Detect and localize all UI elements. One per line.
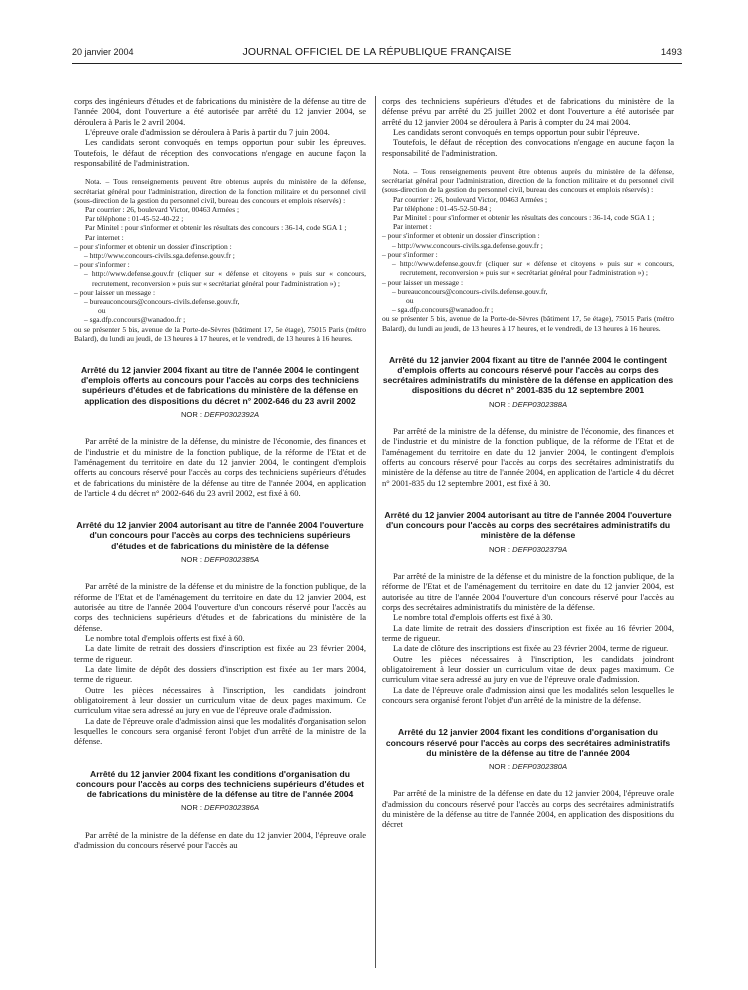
nota-line: ou: [98, 306, 106, 316]
nota-line: Par courrier : 26, boulevard Victor, 00463 Armées ;: [393, 194, 548, 204]
nota-line: – pour s'informer :: [382, 249, 438, 259]
paragraph: La date de clôture des inscriptions est fixée au 23 février 2004, terme de rigueur.: [393, 643, 669, 654]
paragraph: Par arrêté de la ministre de la défense et du ministre de la fonction publique, de la réforme de l'Etat et de l'aménagement du territoire en date du 12 janvier 2004, est autorisée au titre de l'année 2004 l'ouverture d'un concours réservé pour l'accès au corps des techniciens supérieurs d'études et de fabrications du ministère de la défense.: [74, 581, 366, 633]
paragraph: Par arrêté de la ministre de la défense en date du 12 janvier 2004, l'épreuve orale d'admission du concours réservé pour l'accès au: [74, 829, 366, 851]
column-divider: [375, 96, 376, 968]
paragraph: Outre les pièces nécessaires à l'inscription, les candidats joindront obligatoirement à leur dossier un curriculum vitae de deux pages maximum. Ce curriculum vitae sera adressé au jury en vue de l'épreuve orale d'admission.: [74, 684, 366, 716]
nota-line: Par téléphone : 01-45-52-50-84 ;: [393, 203, 492, 213]
nota-email: – bureauconcours@concours-civils.defense.gouv.fr,: [84, 297, 240, 307]
left-column: [74, 96, 366, 850]
nota-line: – pour laisser un message :: [382, 277, 464, 287]
nor-reference: [74, 410, 366, 420]
nota-block: [382, 167, 674, 333]
paragraph: La date limite de retrait des dossiers d'inscription est fixée au 16 février 2004, terme de rigueur.: [382, 622, 674, 643]
paragraph: Par arrêté de la ministre de la défense et du ministre de la fonction publique, de la réforme de l'Etat et de l'aménagement du territoire en date du 12 janvier 2004, est autorisée au titre de l'année 2004 l'ouverture d'un concours réservé pour l'accès au corps des secrétaires administratifs du ministère de la défense.: [382, 570, 674, 612]
nor-label: NOR :: [180, 554, 203, 564]
nor-label: NOR :: [488, 399, 511, 409]
nota-line: Par téléphone : 01-45-52-40-22 ;: [85, 214, 184, 224]
paragraph: Toutefois, le défaut de réception des convocations n'engage en aucune façon la responsabilité de l'administration.: [382, 137, 674, 158]
nor-code: DEFP0302388A: [512, 399, 568, 409]
nota-link: – http://www.defense.gouv.fr (cliquer sur « défense et citoyens » puis sur « concours, recrutement, reconversion » puis sur « secrétariat général pour l'administration ») ;: [84, 269, 366, 288]
nor-code: DEFP0302392A: [204, 409, 260, 419]
nota-line: – pour s'informer :: [74, 260, 130, 270]
spacer: [74, 747, 366, 769]
header-date: 20 janvier 2004: [72, 47, 134, 57]
nor-reference: [74, 555, 366, 565]
nota-text: Nota. – Tous renseignements peuvent être obtenus auprès du ministère de la défense, secrétariat général pour l'administration, direction de la fonction militaire et du personnel civil (sous-direction de la gestion du personnel civil, bureau des concours et emplois réservés) :: [382, 167, 674, 195]
spacer: [382, 705, 674, 727]
article-title: Arrêté du 12 janvier 2004 fixant au titre de l'année 2004 le contingent d'emplois offerts au concours pour l'accès au corps des techniciens supérieurs d'études et de fabrications du ministère de la défense en application des dispositions du décret n° 2002-646 du 23 avril 2002: [80, 365, 360, 406]
paragraph: Le nombre total d'emplois offerts est fixé à 60.: [85, 632, 245, 643]
nota-email: – sga.dfp.concours@wanadoo.fr ;: [392, 305, 494, 315]
nor-code: DEFP0302386A: [204, 803, 260, 813]
nota-line: Par Minitel : pour s'informer et obtenir les résultats des concours : 36-14, code SGA 1 ;: [85, 223, 347, 233]
article-title: Arrêté du 12 janvier 2004 fixant les conditions d'organisation du concours pour l'accès au corps des techniciens supérieurs d'études et de fabrications du ministère de la défense au titre de l'année 2004: [75, 768, 365, 800]
nor-reference: [382, 762, 674, 772]
nor-code: DEFP0302385A: [204, 554, 260, 564]
nor-code: DEFP0302379A: [512, 544, 568, 554]
paragraph: La date limite de retrait des dossiers d'inscription est fixée au 23 février 2004, terme de rigueur.: [74, 643, 366, 664]
article-title: Arrêté du 12 janvier 2004 autorisant au titre de l'année 2004 l'ouverture d'un concours pour l'accès au corps des techniciens supérieurs d'études et de fabrications du ministère de la défense: [76, 520, 364, 551]
nota-text: ou se présenter 5 bis, avenue de la Porte-de-Sèvres (bâtiment 17, 5e étage), 75015 Paris (métro Balard), du lundi au jeudi, de 13 heures à 17 heures, et le vendredi, de 13 heures à 16 heures.: [74, 324, 366, 343]
page-number: 1493: [660, 47, 682, 58]
nota-line: – pour laisser un message :: [74, 287, 156, 297]
nor-reference: [74, 803, 366, 813]
article-title: Arrêté du 12 janvier 2004 fixant au titre de l'année 2004 le contingent d'emplois offerts au concours réservé pour l'accès au corps des secrétaires administratifs du ministère de la défense en application des dispositions du décret n° 2001-835 du 12 septembre 2001: [382, 354, 674, 396]
nota-line: Par internet :: [393, 222, 432, 232]
paragraph: Par arrêté de la ministre de la défense, du ministre de l'économie, des finances et de l'industrie et du ministre de la fonction publique, de la réforme de l'Etat et de l'aménagement du territoire en date du 12 janvier 2004, le contingent d'emplois offerts au concours réservé pour l'accès au corps des techniciens supérieurs d'études et de fabrications du ministère de la défense au titre de l'année 2004, en application de l'article 4 du décret n° 2002-646 du 23 avril 2002, est fixé à 60.: [74, 436, 366, 498]
nota-text: ou se présenter 5 bis, avenue de la Porte-de-Sèvres (bâtiment 17, 5e étage), 75015 Paris (métro Balard), du lundi au jeudi, de 13 heures à 17 heures, et le vendredi, de 13 heures à 16 heures.: [382, 314, 674, 333]
paragraph: Le nombre total d'emplois offerts est fixé à 30.: [393, 612, 553, 623]
nota-line: – pour s'informer et obtenir un dossier d'inscription :: [74, 241, 232, 251]
nota-line: ou: [406, 295, 414, 305]
right-column: [382, 96, 674, 830]
nota-email: – sga.dfp.concours@wanadoo.fr ;: [84, 315, 186, 325]
nota-line: – pour s'informer et obtenir un dossier d'inscription :: [382, 231, 540, 241]
nota-line: Par Minitel : pour s'informer et obtenir les résultats des concours : 36-14, code SGA 1 ;: [393, 213, 655, 223]
paragraph: La date limite de dépôt des dossiers d'inscription est fixée au 1er mars 2004, terme de rigueur.: [74, 663, 366, 685]
nota-line: Par internet :: [85, 232, 124, 242]
journal-title: JOURNAL OFFICIEL DE LA RÉPUBLIQUE FRANÇAISE: [242, 46, 512, 58]
nor-label: NOR :: [180, 803, 203, 813]
nota-link: – http://www.defense.gouv.fr (cliquer sur « défense et citoyens » puis sur « concours, recrutement, reconversion » puis sur « secrétariat général pour l'administration ») ;: [392, 259, 674, 278]
nota-block: [74, 177, 366, 343]
nor-label: NOR :: [488, 544, 511, 554]
nor-reference: [382, 400, 674, 410]
nor-reference: [382, 545, 674, 555]
article-title: Arrêté du 12 janvier 2004 fixant les conditions d'organisation du concours réservé pour l'accès au corps des secrétaires administratifs du ministère de la défense au titre de l'année 2004: [385, 727, 671, 758]
spacer: [382, 488, 674, 510]
nota-link: – http://www.concours-civils.sga.defense.gouv.fr ;: [392, 240, 543, 250]
nota-text: Nota. – Tous renseignements peuvent être obtenus auprès du ministère de la défense, secrétariat général pour l'administration, direction de la fonction militaire et du personnel civil (sous-direction de la gestion du personnel civil, bureau des concours et emplois réservés) :: [74, 177, 366, 205]
nor-label: NOR :: [180, 409, 203, 419]
spacer: [74, 343, 366, 365]
nota-email: – bureauconcours@concours-civils.defense.gouv.fr,: [392, 286, 548, 296]
spacer: [74, 498, 366, 520]
paragraph: Les candidats seront convoqués en temps opportun pour subir les épreuves. Toutefois, le défaut de réception des convocations n'engage en aucune façon la responsabilité de l'administration.: [74, 137, 366, 169]
nota-link: – http://www.concours-civils.sga.defense.gouv.fr ;: [84, 251, 235, 261]
nor-label: NOR :: [488, 761, 511, 771]
paragraph: Par arrêté de la ministre de la défense, du ministre de l'économie, des finances et de l'industrie et du ministre de la fonction publique, de la réforme de l'Etat et de l'aménagement du territoire en date du 12 janvier 2004, le contingent d'emplois offerts au concours réservé pour l'accès au corps des secrétaires administratifs du ministère de la défense au titre de l'année 2004, en application de l'article 4 du décret n° 2001-835 du 12 septembre 2001, est fixé à 30.: [382, 425, 674, 488]
nor-code: DEFP0302380A: [512, 761, 568, 771]
paragraph: La date de l'épreuve orale d'admission ainsi que les modalités selon lesquelles le concours sera organisé feront l'objet d'un arrêté de la ministre de la défense.: [382, 684, 674, 706]
article-title: Arrêté du 12 janvier 2004 autorisant au titre de l'année 2004 l'ouverture d'un concours pour l'accès au corps des secrétaires administratifs du ministère de la défense: [384, 509, 672, 541]
spacer: [382, 333, 674, 355]
nota-line: Par courrier : 26, boulevard Victor, 00463 Armées ;: [85, 205, 240, 215]
paragraph: La date de l'épreuve orale d'admission ainsi que les modalités d'organisation selon lesquelles le concours sera organisé feront l'objet d'un arrêté de la ministre de la défense.: [74, 715, 366, 747]
page-header: [72, 47, 682, 61]
paragraph: Outre les pièces nécessaires à l'inscription, les candidats joindront obligatoirement à leur dossier un curriculum vitae de deux pages maximum. Ce curriculum vitae sera adressé au jury en vue de l'épreuve orale d'admission.: [382, 653, 674, 685]
paragraph: corps des techniciens supérieurs d'études et de fabrications du ministère de la défense prévu par arrêté du 25 juillet 2002 et dont l'ouverture a été autorisée par arrêté du 12 janvier 2004 se déroulera à Paris à compter du 24 mai 2004.: [382, 96, 674, 127]
paragraph: Les candidats seront convoqués en temps opportun pour subir l'épreuve.: [393, 127, 640, 138]
paragraph: Par arrêté de la ministre de la défense en date du 12 janvier 2004, l'épreuve orale d'admission du concours réservé pour l'accès au corps des secrétaires administratifs du ministère de la défense au titre de l'année 2004, en application des dispositions du décret: [382, 788, 674, 830]
header-rule: [72, 63, 682, 64]
paragraph: L'épreuve orale d'admission se déroulera à Paris à partir du 7 juin 2004.: [85, 127, 330, 138]
paragraph: corps des ingénieurs d'études et de fabrications du ministère de la défense au titre de l'année 2004, dont l'ouverture a été autorisée par arrêté du 12 janvier 2004, se déroulera à Paris le 2 avril 2004.: [74, 96, 366, 127]
